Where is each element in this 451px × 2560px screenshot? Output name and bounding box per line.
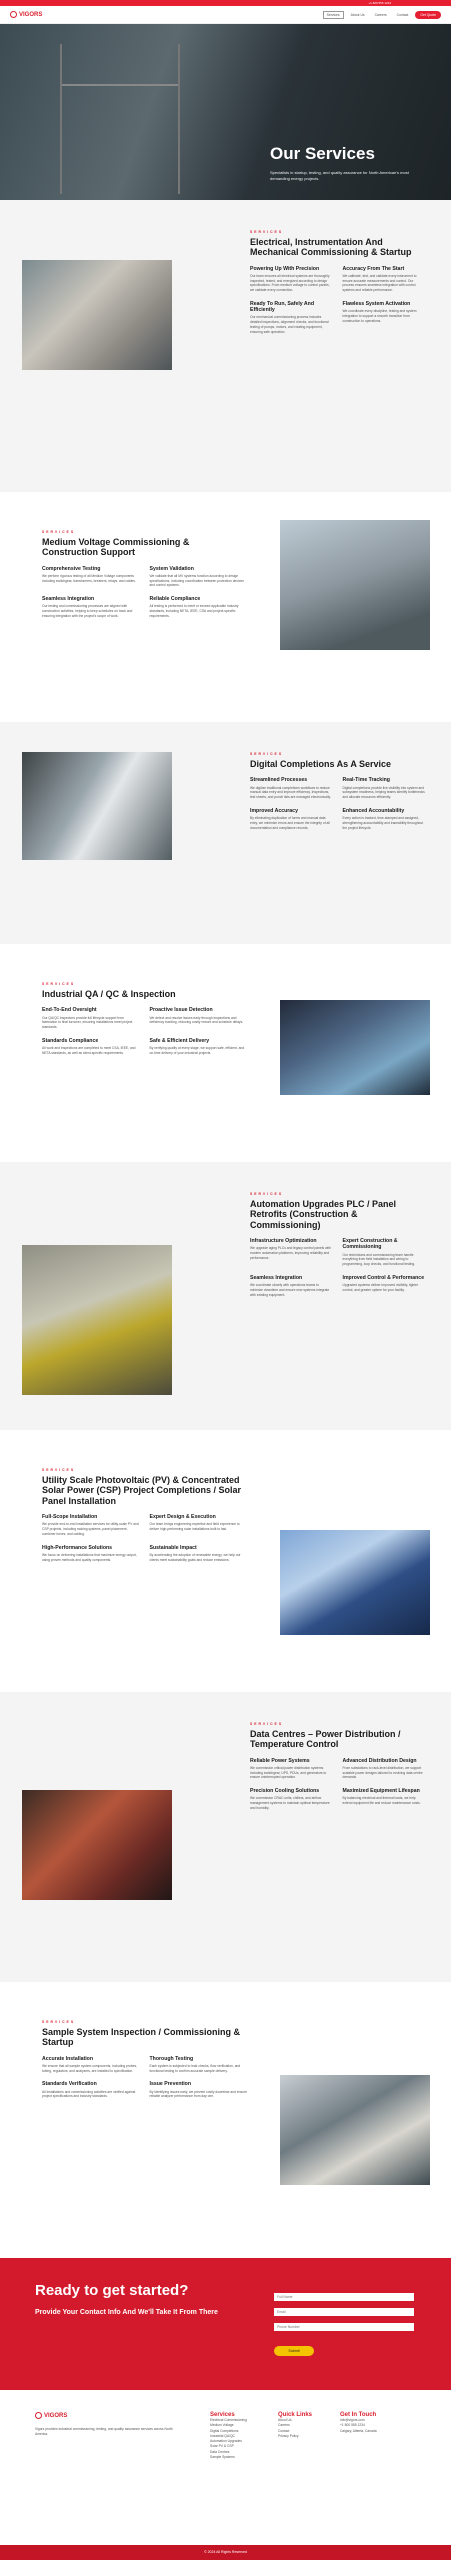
hero-subtitle: Specialists in startup, testing, and quality assurance for North American's most demanding energy projects. xyxy=(270,170,409,181)
footer-about: Vigors provides industrial commissioning, testing, and quality assurance services across North America. xyxy=(35,2427,173,2436)
feature-title: Advanced Distribution Design xyxy=(342,1757,417,1764)
feature-title: Sustainable Impact xyxy=(149,1544,197,1551)
feature-title: Precision Cooling Solutions xyxy=(250,1788,320,1795)
feature-item xyxy=(42,2056,140,2074)
feature-item xyxy=(250,777,333,800)
cta-title: Ready to get started? xyxy=(35,2282,189,2299)
feature-item xyxy=(42,1514,140,1537)
feature-body: Our team ensures all electrical systems are thoroughly inspected, tested, and energized according to design specifications. From medium voltage to control panels, we validate every connection. xyxy=(250,273,330,293)
service-photo xyxy=(280,2075,430,2185)
feature-body: We detect and resolve issues early through inspections and deficiency tracking, reducing costly rework and schedule delays. xyxy=(149,1015,244,1025)
feature-title: Improved Control & Performance xyxy=(342,1274,425,1281)
feature-title: Expert Construction & Commissioning xyxy=(342,1238,398,1251)
footer-service-link[interactable]: Medium Voltage xyxy=(210,2423,234,2428)
footer-contact-item[interactable]: +1 800 555 1234 xyxy=(340,2423,365,2428)
feature-item xyxy=(250,266,333,293)
feature-title: Seamless Integration xyxy=(250,1274,303,1281)
phone-number[interactable]: +1 800 555 1234 xyxy=(368,1,391,5)
feature-title: Thorough Testing xyxy=(149,2055,194,2062)
feature-item xyxy=(150,1007,248,1030)
feature-title: Full-Scope Installation xyxy=(42,1514,98,1521)
feature-body: Our technicians and commissioning team handle everything from field installation and wiring to programming, loop checks, and functional testing. xyxy=(342,1252,416,1267)
service-text xyxy=(42,2020,247,2099)
feature-body: By balancing electrical and thermal loads, we help extend equipment life and reduce maintenance costs. xyxy=(342,1796,421,1806)
feature-title: Proactive Issue Detection xyxy=(149,1007,213,1014)
section-title: Digital Completions As A Service xyxy=(250,759,392,769)
feature-item xyxy=(42,1038,140,1056)
feature-body: We calibrate, test, and validate every instrument to ensure accurate measurements and control. Our process ensures seamless integration with control systems and reliable performance. xyxy=(342,273,417,293)
footer-contact-item[interactable]: Calgary, Alberta, Canada xyxy=(340,2428,377,2433)
feature-item xyxy=(42,1545,140,1563)
section-title: Utility Scale Photovoltaic (PV) & Concentrated Solar Power (CSP) Project Completions / Solar Panel Installation xyxy=(42,1475,242,1506)
feature-body: We focus on delivering installations that maximize energy output, using proven methods and quality components. xyxy=(42,1552,137,1562)
feature-item xyxy=(343,1788,426,1811)
feature-item xyxy=(150,566,248,589)
feature-body: We commission critical power distribution systems including switchgear, UPS, PDUs, and generators to ensure uninterrupted operation. xyxy=(250,1765,327,1780)
feature-item xyxy=(343,266,426,293)
feature-body: We coordinate every discipline, testing and system integration to support a smooth transition from construction to operations. xyxy=(342,309,417,323)
feature-body: Digital completions provide live visibility into system and subsystem readiness, helping teams identify bottlenecks and allocate resources efficiently. xyxy=(342,785,425,800)
footer-links-heading: Quick Links xyxy=(278,2412,313,2418)
feature-body: We ensure that all sample system components, including probes, tubing, regulators, and analyzers, are installed to specification. xyxy=(42,2063,138,2073)
feature-title: Reliable Power Systems xyxy=(250,1757,310,1764)
feature-item xyxy=(42,2081,140,2099)
feature-item xyxy=(42,566,140,589)
feature-body: We upgrade aging PLCs and legacy control panels with modern automation platforms, improving reliability and performance. xyxy=(250,1246,331,1260)
feature-title: Standards Verification xyxy=(42,2081,97,2088)
feature-body: By verifying quality at every stage, we support safe, efficient, and on-time delivery of your industrial projects. xyxy=(149,1046,245,1055)
section-title: Sample System Inspection / Commissioning & Startup xyxy=(42,2027,241,2048)
feature-title: Flawless System Activation xyxy=(342,300,411,307)
hero-title: Our Services xyxy=(270,144,375,163)
section-kicker: SERVICES xyxy=(250,1722,284,1726)
footer-contact-item[interactable]: info@vigors.com xyxy=(340,2418,365,2422)
service-section xyxy=(0,1162,451,1430)
submit-button[interactable]: Submit xyxy=(274,2346,314,2356)
service-photo xyxy=(22,752,172,860)
cta-subtitle: Provide Your Contact Info And We'll Take It From There xyxy=(35,2309,218,2316)
service-section xyxy=(0,944,451,1162)
feature-title: Real-Time Tracking xyxy=(342,777,390,784)
service-photo xyxy=(280,1000,430,1095)
feature-item xyxy=(343,301,426,335)
feature-item xyxy=(250,1238,333,1267)
nav-contact[interactable]: Contact xyxy=(396,12,409,17)
contact-cta xyxy=(0,2258,451,2390)
feature-body: By identifying issues early, we prevent costly downtime and ensure reliable analyzer performance from day one. xyxy=(149,2089,247,2099)
section-kicker: SERVICES xyxy=(250,230,284,234)
logo-icon xyxy=(35,2412,42,2419)
site-footer xyxy=(0,2390,451,2545)
service-text xyxy=(250,1722,425,1811)
service-photo xyxy=(22,260,172,370)
section-title: Industrial QA / QC & Inspection xyxy=(42,989,176,999)
logo-icon xyxy=(10,11,17,18)
feature-body: We perform rigorous testing of all Medium Voltage components including switchgear, transformers, breakers, relays, and cables. xyxy=(42,573,136,583)
section-kicker: SERVICES xyxy=(42,982,76,986)
feature-body: All testing is performed to meet or exceed applicable industry standards, including NETA, IEEE, CSA and project-specific requirements. xyxy=(149,604,239,618)
section-kicker: SERVICES xyxy=(42,2020,76,2024)
feature-title: Standards Compliance xyxy=(42,1037,99,1044)
feature-title: Infrastructure Optimization xyxy=(250,1238,317,1245)
service-photo xyxy=(280,520,430,650)
section-title: Medium Voltage Commissioning & Construction Support xyxy=(42,537,190,558)
service-section xyxy=(0,1982,451,2258)
service-section xyxy=(0,1692,451,1982)
feature-body: By eliminating duplication of forms and manual data entry, we minimize errors and ensure the integrity of all documentation and compliance records. xyxy=(250,816,330,830)
feature-item xyxy=(150,2056,248,2074)
get-quote-button[interactable]: Get Quote xyxy=(415,11,441,19)
section-kicker: SERVICES xyxy=(42,530,76,534)
footer-contact-heading: Get In Touch xyxy=(340,2412,377,2418)
service-text xyxy=(250,1192,425,1297)
footer-quick-link[interactable]: About Us xyxy=(278,2418,292,2422)
footer-services-heading: Services xyxy=(210,2412,235,2418)
section-title: Data Centres – Power Distribution / Temperature Control xyxy=(250,1729,401,1750)
footer-service-link[interactable]: Sample Systems xyxy=(210,2454,235,2459)
name-field[interactable] xyxy=(274,2293,414,2301)
feature-body: Upgraded systems deliver improved visibility, tighter control, and greater uptime for your facility. xyxy=(342,1283,419,1292)
feature-body: From substations to rack-level distribution, we support scalable power designs tailored to evolving data centre demands. xyxy=(342,1765,423,1780)
feature-title: Maximized Equipment Lifespan xyxy=(342,1788,420,1795)
feature-item xyxy=(250,1275,333,1298)
feature-body: Our mechanical commissioning process includes detailed inspections, alignment checks, and functional testing of pumps, motors, and rotating equipment, ensuring safe operation. xyxy=(250,315,329,334)
footer-quick-link[interactable]: Contact xyxy=(278,2428,290,2433)
feature-title: Accuracy From The Start xyxy=(342,265,405,272)
section-kicker: SERVICES xyxy=(42,1468,76,1472)
feature-item xyxy=(150,1038,248,1056)
footer-quick-link[interactable]: Privacy Policy xyxy=(278,2433,299,2438)
feature-body: We validate that all MV systems function according to design specifications, including coordination between protection devices and control systems. xyxy=(149,573,244,588)
footer-service-link[interactable]: Automation Upgrades xyxy=(210,2439,242,2444)
feature-item xyxy=(343,808,426,831)
email-field[interactable] xyxy=(274,2308,414,2316)
feature-item xyxy=(42,596,140,619)
feature-title: Expert Design & Execution xyxy=(149,1514,216,1521)
footer-logo[interactable]: VIGORS xyxy=(35,2412,185,2419)
feature-body: Our QA/QC inspectors provide full lifecycle support from fabrication to final turnover, ensuring installations meet project standards. xyxy=(42,1015,133,1030)
feature-item xyxy=(343,1758,426,1781)
feature-item xyxy=(42,1007,140,1030)
feature-body: All installations and commissioning activities are verified against project specifications and industry standards. xyxy=(42,2089,136,2099)
feature-item xyxy=(150,596,248,619)
feature-title: Streamlined Processes xyxy=(250,777,308,784)
feature-body: We digitize traditional completions workflows to reduce manual data entry and improve efficiency. Inspections, test sheets, and punch lists are managed electronically. xyxy=(250,785,331,800)
feature-body: All work and inspections are completed to meet CSA, IEEE, and NETA standards, as well as client-specific requirements. xyxy=(42,1046,136,1055)
feature-title: Ready To Run, Safely And Efficiently xyxy=(250,300,314,314)
nav-careers[interactable]: Careers xyxy=(374,12,387,17)
footer-service-link[interactable]: Electrical Commissioning xyxy=(210,2418,247,2422)
service-text xyxy=(42,982,247,1056)
feature-item xyxy=(150,1514,248,1537)
footer-service-link[interactable]: Data Centres xyxy=(210,2449,230,2454)
feature-body: Our team brings engineering expertise and field experience to deliver high-performing solar installations built to last. xyxy=(149,1522,240,1532)
feature-body: Every action is tracked, time-stamped and assigned, strengthening accountability and traceability throughout the project lifecycle. xyxy=(342,816,424,830)
feature-item xyxy=(250,808,333,831)
hero-image xyxy=(60,44,180,194)
section-kicker: SERVICES xyxy=(250,1192,284,1196)
phone-field[interactable] xyxy=(274,2323,414,2331)
footer-service-link[interactable]: Digital Completions xyxy=(210,2428,239,2433)
footer-service-link[interactable]: Industrial QA/QC xyxy=(210,2433,235,2438)
section-title: Automation Upgrades PLC / Panel Retrofits (Construction & Commissioning) xyxy=(250,1199,397,1230)
feature-title: Comprehensive Testing xyxy=(42,565,101,572)
nav-services[interactable]: Services xyxy=(323,11,344,19)
service-photo xyxy=(22,1790,172,1900)
feature-title: Enhanced Accountability xyxy=(342,807,405,814)
feature-body: We provide end-to-end installation services for utility-scale PV and CSP projects, including racking systems, panel placement, combiner boxes, and cabling. xyxy=(42,1522,139,1536)
feature-body: We coordinate closely with operations teams to minimize downtime and ensure new systems integrate with existing equipment. xyxy=(250,1283,330,1297)
hero-banner xyxy=(0,24,451,200)
service-section xyxy=(0,722,451,944)
section-title: Electrical, Instrumentation And Mechanical Commissioning & Startup xyxy=(250,237,412,258)
feature-item xyxy=(250,1788,333,1811)
feature-body: Each system is subjected to leak checks, flow verification, and functional testing to confirm accurate sample delivery. xyxy=(149,2063,241,2073)
service-section xyxy=(0,492,451,722)
feature-body: Our testing and commissioning processes are aligned with construction activities, helping to keep schedules on track and ensuring integration with the project's scope of work. xyxy=(42,604,133,618)
service-photo xyxy=(280,1530,430,1635)
footer-quick-link[interactable]: Careers xyxy=(278,2423,290,2428)
feature-title: Safe & Efficient Delivery xyxy=(149,1037,210,1044)
feature-title: Reliable Compliance xyxy=(149,596,201,603)
feature-title: System Validation xyxy=(149,565,194,572)
service-section xyxy=(0,1430,451,1692)
feature-item xyxy=(250,1758,333,1781)
service-text xyxy=(250,752,425,830)
feature-title: Issue Prevention xyxy=(149,2081,192,2088)
feature-title: End-To-End Oversight xyxy=(42,1007,97,1014)
feature-body: By accelerating the adoption of renewable energy, we help our clients meet sustainability goals and reduce emissions. xyxy=(149,1552,241,1562)
section-kicker: SERVICES xyxy=(250,752,284,756)
copyright: © 2024 All Rights Reserved xyxy=(0,2545,451,2560)
feature-title: Powering Up With Precision xyxy=(250,265,320,272)
feature-title: High-Performance Solutions xyxy=(42,1544,113,1551)
feature-item xyxy=(150,1545,248,1563)
service-section xyxy=(0,200,451,492)
feature-title: Seamless Integration xyxy=(42,596,95,603)
main-nav xyxy=(323,11,441,19)
feature-title: Improved Accuracy xyxy=(250,807,298,814)
feature-title: Accurate Installation xyxy=(42,2055,94,2062)
feature-item xyxy=(250,301,333,335)
feature-body: We commission CRAC units, chillers, and airflow management systems to maintain optimal temperature and humidity. xyxy=(250,1796,330,1810)
brand-logo[interactable]: VIGORS xyxy=(10,11,42,18)
site-header xyxy=(0,6,451,24)
feature-item xyxy=(343,1238,426,1267)
service-photo xyxy=(22,1245,172,1395)
nav-about[interactable]: About Us xyxy=(350,12,365,17)
footer-service-link[interactable]: Solar PV & CSP xyxy=(210,2444,234,2449)
feature-item xyxy=(150,2081,248,2099)
service-text xyxy=(250,230,425,335)
service-text xyxy=(42,530,247,619)
feature-item xyxy=(343,777,426,800)
service-text xyxy=(42,1468,247,1562)
feature-item xyxy=(343,1275,426,1298)
